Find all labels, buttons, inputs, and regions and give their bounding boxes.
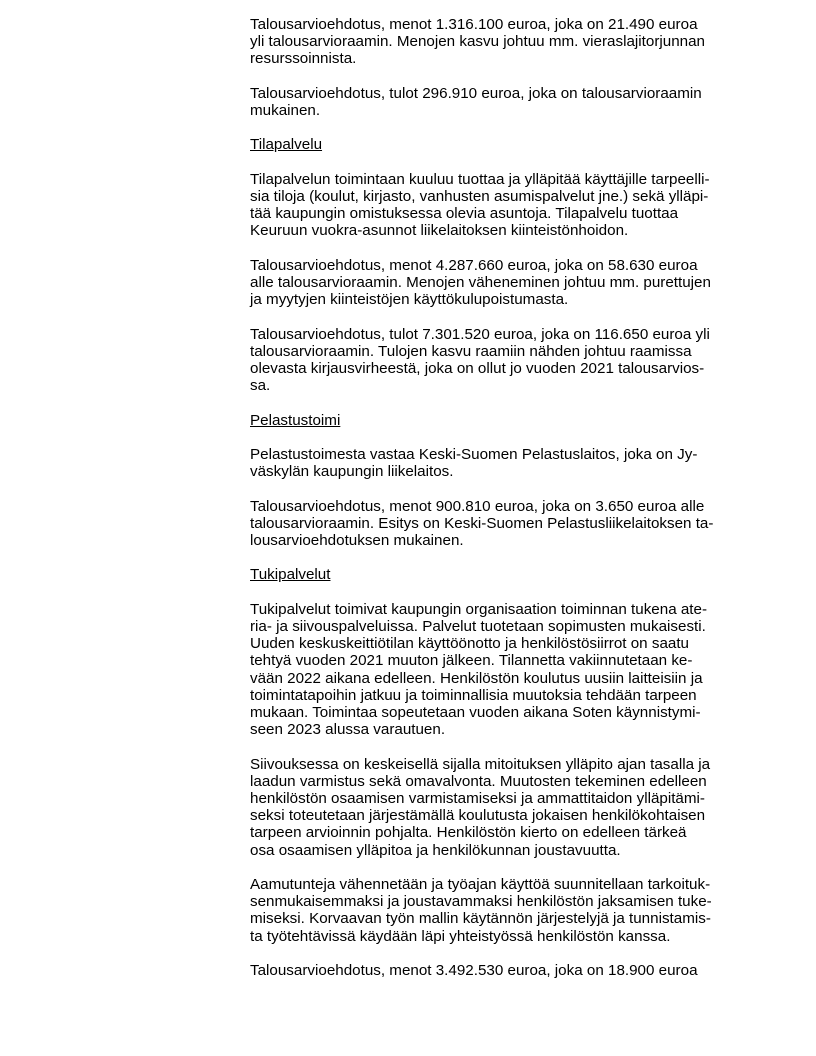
paragraph [250,16,750,68]
paragraph [250,85,750,119]
text-line: seksi toteutetaan järjestämällä koulutusta jokaisen henkilökohtaisen [250,807,706,825]
text-line: toimintatapoihin jatkuu ja toiminnallisia muutoksia tehdään tarpeen [250,686,697,704]
text-line: osa osaamisen ylläpitoa ja henkilökunnan joustavuutta. [250,841,621,859]
text-line: Talousarvioehdotus, menot 3.492.530 euroa, joka on 18.900 euroa [250,961,698,979]
text-line: tää kaupungin omistuksessa olevia asuntoja. Tilapalvelu tuottaa [250,205,679,223]
paragraph [250,876,750,945]
text-line: laadun varmistus sekä omavalvonta. Muutosten tekeminen edelleen [250,772,707,790]
heading-text: Tilapalvelu [250,136,323,154]
text-line: mukaan. Toimintaa sopeutetaan vuoden aikana Soten käynnistymi- [250,703,701,721]
text-line: vään 2022 aikana edelleen. Henkilöstön koulutus uusiin laitteisiin ja [250,669,703,687]
text-line: sia tiloja (koulut, kirjasto, vanhusten asumispalvelut jne.) sekä ylläpi- [250,187,709,205]
text-line: talousarvioraamin. Tulojen kasvu raamiin nähden johtuu raamissa [250,342,692,360]
text-line: Tilapalvelun toimintaan kuuluu tuottaa ja ylläpitää käyttäjille tarpeelli- [250,170,710,188]
text-line: Siivouksessa on keskeisellä sijalla mitoituksen ylläpito ajan tasalla ja [250,755,711,773]
text-line: Keuruun vuokra-asunnot liikelaitoksen kiinteistönhoidon. [250,222,629,240]
text-line: yli talousarvioraamin. Menojen kasvu johtuu mm. vieraslajitorjunnan [250,33,705,51]
text-line: väskylän kaupungin liikelaitos. [250,463,454,481]
section-heading [250,566,750,583]
text-line: Tukipalvelut toimivat kaupungin organisaation toiminnan tukena ate- [250,600,708,618]
paragraph [250,601,750,739]
heading-text: Pelastustoimi [250,411,341,429]
text-line: sa. [250,377,271,395]
paragraph [250,962,750,979]
section-heading [250,412,750,429]
text-line: ja myytyjen kiinteistöjen käyttökulupoistumasta. [250,291,569,309]
text-line: Talousarvioehdotus, tulot 7.301.520 euroa, joka on 116.650 euroa yli [250,325,710,343]
text-line: Talousarvioehdotus, menot 4.287.660 euroa, joka on 58.630 euroa [250,256,698,274]
text-line: miseksi. Korvaavan työn mallin käytännön järjestelyjä ja tunnistamis- [250,910,711,928]
text-line: mukainen. [250,102,321,119]
paragraph [250,756,750,859]
text-line: alle talousarvioraamin. Menojen väheneminen johtuu mm. purettujen [250,273,711,291]
text-line: olevasta kirjausvirheestä, joka on ollut jo vuoden 2021 talousarvios- [250,359,705,377]
text-line: resurssoinnista. [250,50,357,68]
text-line: Pelastustoimesta vastaa Keski-Suomen Pelastuslaitos, joka on Jy- [250,445,698,463]
text-line: tehtyä vuoden 2021 muuton jälkeen. Tilannetta vakiinnutetaan ke- [250,652,693,670]
text-line: senmukaisemmaksi ja joustavammaksi henkilöstön jaksamisen tuke- [250,893,712,911]
paragraph [250,498,750,550]
paragraph [250,171,750,240]
text-line: Talousarvioehdotus, menot 900.810 euroa, joka on 3.650 euroa alle [250,497,705,515]
text-line: talousarvioraamin. Esitys on Keski-Suomen Pelastusliikelaitoksen ta- [250,514,714,532]
paragraph [250,326,750,395]
text-line: tarpeen arvioinnin pohjalta. Henkilöstön kierto on edelleen tärkeä [250,824,687,842]
text-line: ria- ja siivouspalveluissa. Palvelut tuotetaan sopimusten mukaisesti. [250,617,706,635]
text-line: ta työtehtävissä käydään läpi yhteistyössä henkilöstön kanssa. [250,927,671,945]
document-page [250,16,750,996]
text-line: Talousarvioehdotus, menot 1.316.100 euroa, joka on 21.490 euroa [250,16,698,33]
section-heading [250,136,750,153]
text-line: Uuden keskuskeittiötilan käyttöönotto ja henkilöstösiirrot on saatu [250,635,689,653]
heading-text: Tukipalvelut [250,566,331,584]
text-line: lousarvioehdotuksen mukainen. [250,531,464,549]
text-line: Talousarvioehdotus, tulot 296.910 euroa, joka on talousarvioraamin [250,84,702,102]
text-line: Aamutunteja vähennetään ja työajan käyttöä suunnitellaan tarkoituk- [250,875,711,893]
text-line: seen 2023 alussa varautuen. [250,721,446,739]
paragraph [250,257,750,309]
text-line: henkilöstön osaamisen varmistamiseksi ja ammattitaidon ylläpitämi- [250,789,705,807]
paragraph [250,446,750,480]
